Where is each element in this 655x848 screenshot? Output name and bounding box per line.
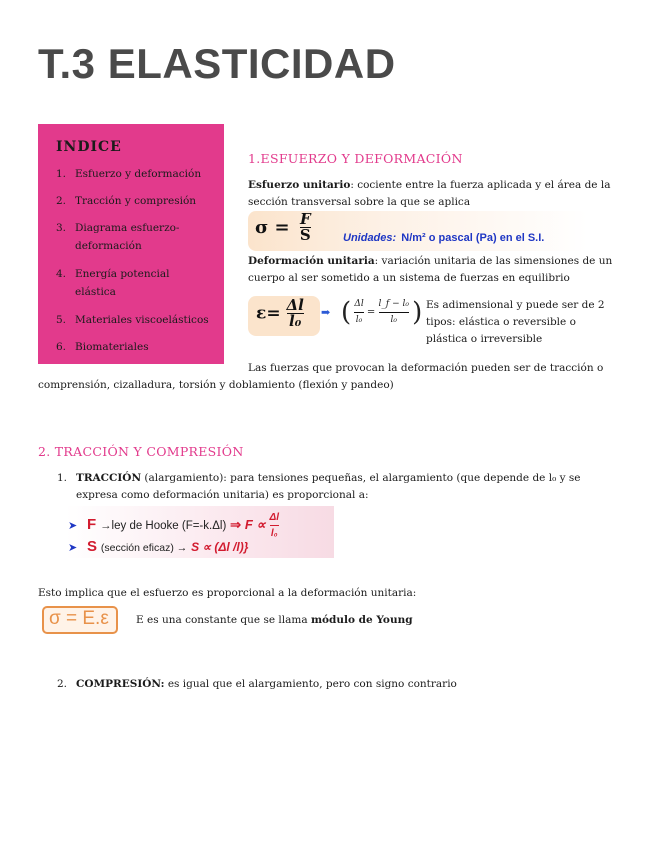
compresion-text: es igual que el alargamiento, pero con signo contrario [164, 678, 457, 690]
esfuerzo-definition: : cociente entre la fuerza aplicada y el área de la sección transversal sobre la que se aplica [248, 179, 611, 208]
traccion-number: 1. [57, 472, 68, 484]
traccion-item [57, 470, 617, 504]
compresion-item [57, 676, 617, 693]
page-title: T.3 ELASTICIDAD [38, 40, 396, 87]
strain-units-d1: l₀ [354, 312, 363, 328]
esfuerzo-term: Esfuerzo unitario [248, 179, 351, 191]
arrow-right-icon: ➡ [321, 306, 331, 319]
strain-formula [256, 298, 304, 329]
fuerzas-paragraph: Las fuerzas que provocan la deformación pueden ser de tracción o comprensión, cizalladura, torsión y doblamiento (flexión y pandeo) [38, 362, 604, 391]
young-formula: σ = E.ε [49, 608, 109, 629]
esfuerzo-paragraph [248, 177, 618, 211]
young-text-prefix: E es una constante que se llama [136, 614, 311, 626]
index-item-number: 4. [56, 268, 67, 280]
index-item-label: Biomateriales [75, 341, 149, 353]
index-item-number: 5. [56, 314, 67, 326]
hooke-rhs-numerator: Δl [269, 512, 280, 523]
compresion-number: 2. [57, 678, 68, 690]
index-item-number: 1. [56, 168, 67, 180]
section2-heading: 2. TRACCIÓN Y COMPRESIÓN [38, 444, 244, 459]
young-term: módulo de Young [310, 614, 413, 626]
compresion-term: COMPRESIÓN: [76, 678, 165, 690]
units-text: N/m² o pascal (Pa) en el S.I. [401, 232, 545, 244]
deformacion-definition: : variación unitaria de las simensiones de un cuerpo al ser sometido a un sistema de fuerzas en equilibrio [248, 255, 613, 284]
stress-formula [255, 212, 311, 243]
seccion-text: (sección eficaz) → [100, 542, 188, 554]
stress-formula-denominator: S [299, 226, 311, 244]
index-heading: INDICE [56, 139, 122, 155]
index-item-label: Tracción y compresión [75, 195, 197, 207]
hooke-rhs: F ∝ [244, 517, 266, 532]
hooke-text: →ley de Hooke (F=-k.Δl) [100, 520, 227, 532]
seccion-s: S [87, 538, 98, 555]
bullet-arrow-icon: ➤ [68, 519, 78, 532]
section1-heading: 1.ESFUERZO Y DEFORMACIÓN [248, 151, 463, 166]
young-text [136, 612, 413, 629]
index-item-label: Materiales viscoelásticos [75, 314, 209, 326]
deformacion-term: Deformación unitaria [248, 255, 375, 267]
strain-units-n1: Δl [354, 299, 364, 309]
strain-units-formula: ( $\frac{\Delta l}{\text{l₀}}$ = $\frac{\text{l\_f − l₀}}{\text{l₀}}$ ) [341, 297, 423, 328]
index-item-number: 2. [56, 195, 67, 207]
traccion-term: TRACCIÓN [76, 472, 142, 484]
hooke-implies: ⇒ [230, 517, 242, 532]
strain-units-d2: l₀ [379, 312, 409, 328]
stress-formula-lhs: σ = [255, 217, 290, 238]
index-item-label: Esfuerzo y deformación [75, 168, 202, 180]
hooke-line [68, 510, 279, 541]
seccion-rhs: S ∝ (Δl /l)} [191, 540, 249, 554]
adimensional-text: Es adimensional y puede ser de 2 tipos: elástica o reversible o plástica o irreversible [426, 299, 605, 345]
stress-formula-numerator: F [300, 210, 311, 228]
index-item-label: Energía potencial elástica [75, 268, 170, 298]
units-label: Unidades: [343, 232, 397, 244]
strain-formula-numerator: Δl [286, 296, 304, 314]
bullet-arrow-icon: ➤ [68, 541, 78, 554]
index-item-number: 3. [56, 222, 67, 234]
index-item-number: 6. [56, 341, 67, 353]
strain-units-n2: l_f − l₀ [378, 299, 409, 309]
implica-paragraph: Esto implica que el esfuerzo es proporcional a la deformación unitaria: [38, 587, 417, 599]
hooke-f: F [87, 516, 97, 533]
units-line [343, 226, 544, 245]
deformacion-paragraph [248, 253, 618, 287]
index-item-label: Diagrama esfuerzo-deformación [75, 222, 180, 252]
seccion-line [68, 538, 248, 555]
hooke-rhs-denominator: l₀ [270, 525, 280, 541]
traccion-text: (alargamiento): para tensiones pequeñas, el alargamiento (que depende de l₀ y se expresa como deformación unitaria) es proporcional a: [76, 472, 581, 501]
strain-formula-lhs: ε= [256, 303, 281, 324]
strain-units-eq: = [366, 307, 376, 318]
strain-formula-denominator: l₀ [287, 313, 304, 329]
